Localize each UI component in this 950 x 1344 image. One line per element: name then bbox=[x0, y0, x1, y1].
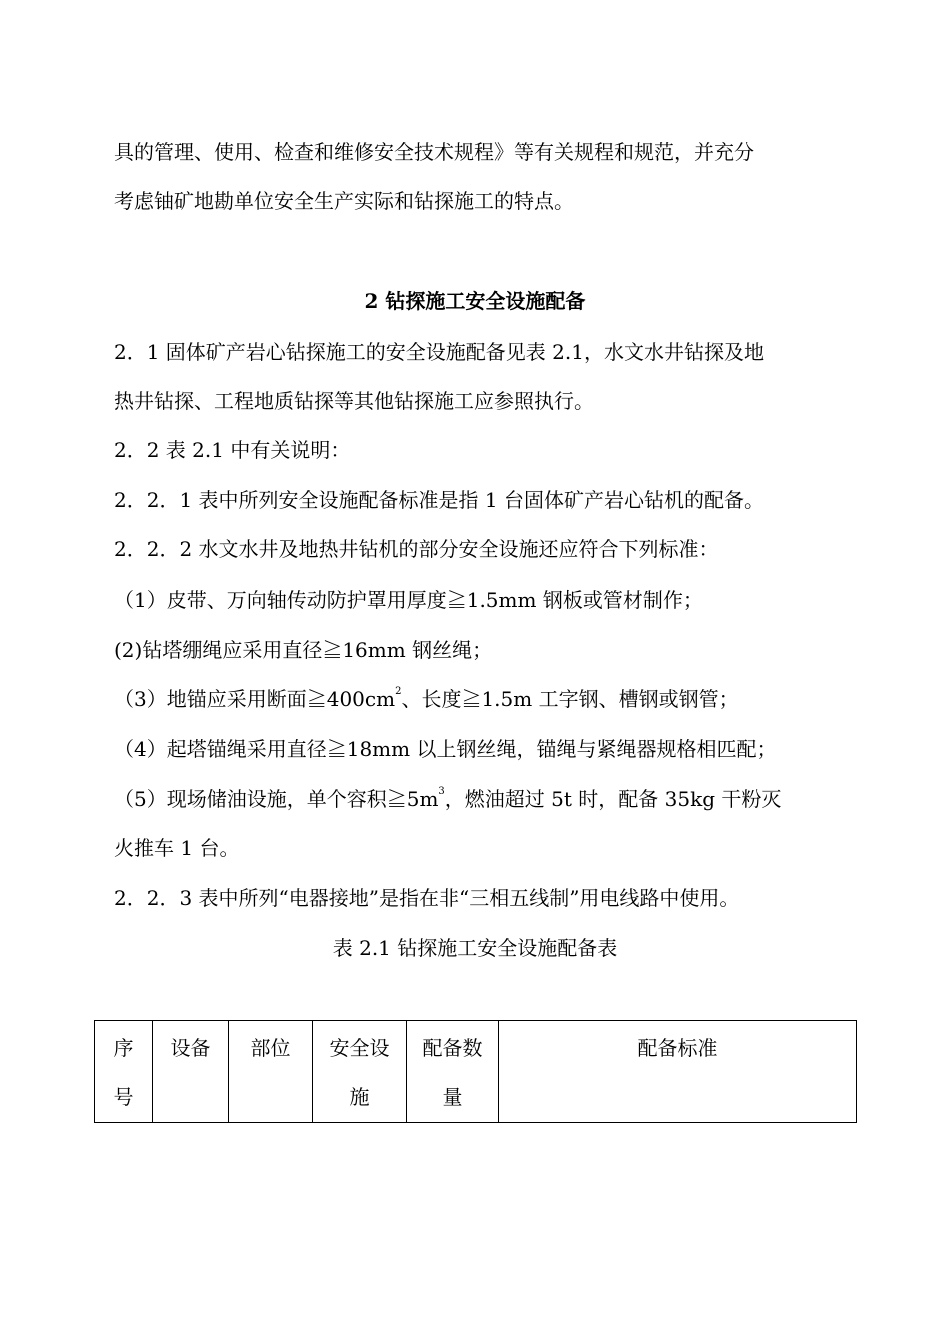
list-item bbox=[114, 785, 854, 813]
superscript: 2 bbox=[395, 686, 402, 697]
header-cell-position: 部位 bbox=[229, 1021, 313, 1123]
list-item-text: 、长度≧1.5m 工字钢、槽钢或钢管； bbox=[401, 687, 739, 711]
paragraph-line: 热井钻探、工程地质钻探等其他钻探施工应参照执行。 bbox=[114, 389, 594, 413]
list-item-text: （5）现场储油设施，单个容积≧5m bbox=[114, 787, 439, 811]
paragraph-line: 2．2 表 2.1 中有关说明： bbox=[114, 438, 351, 462]
paragraph-line: 考虑铀矿地勘单位安全生产实际和钻探施工的特点。 bbox=[114, 189, 574, 213]
header-cell-equipment: 设备 bbox=[153, 1021, 229, 1123]
paragraph-line: 2．2．1 表中所列安全设施配备标准是指 1 台固体矿产岩心钻机的配备。 bbox=[114, 488, 764, 512]
paragraph-line: 具的管理、使用、检查和维修安全技术规程》等有关规程和规范，并充分 bbox=[114, 140, 754, 164]
list-item bbox=[114, 685, 854, 713]
list-item-text: ，燃油超过 5t 时，配备 35kg 干粉灭 bbox=[444, 787, 782, 811]
header-cell-quantity: 配备数 量 bbox=[407, 1021, 499, 1123]
header-cell-safety-facility: 安全设 施 bbox=[313, 1021, 407, 1123]
list-item: 火推车 1 台。 bbox=[114, 836, 240, 860]
paragraph-line: 2．2．2 水文水井及地热井钻机的部分安全设施还应符合下列标准： bbox=[114, 537, 719, 561]
section-heading: 2 钻探施工安全设施配备 bbox=[364, 289, 586, 313]
superscript: 3 bbox=[438, 786, 445, 797]
list-item-text: （3）地锚应采用断面≧400cm bbox=[114, 687, 396, 711]
header-cell-standard: 配备标准 bbox=[499, 1021, 857, 1123]
list-item: （4）起塔锚绳采用直径≧18mm 以上钢丝绳，锚绳与紧绳器规格相匹配； bbox=[114, 737, 777, 761]
header-cell-index: 序 号 bbox=[95, 1021, 153, 1123]
list-item: （1）皮带、万向轴传动防护罩用厚度≧1.5mm 钢板或管材制作； bbox=[114, 588, 703, 612]
table-header-row bbox=[95, 1021, 857, 1123]
list-item: (2)钻塔绷绳应采用直径≧16mm 钢丝绳； bbox=[114, 638, 493, 662]
equipment-table bbox=[94, 1020, 857, 1123]
paragraph-line: 2．1 固体矿产岩心钻探施工的安全设施配备见表 2.1，水文水井钻探及地 bbox=[114, 340, 764, 364]
table-caption: 表 2.1 钻探施工安全设施配备表 bbox=[332, 936, 618, 960]
paragraph-line: 2．2．3 表中所列“电器接地”是指在非“三相五线制”用电线路中使用。 bbox=[114, 886, 740, 910]
